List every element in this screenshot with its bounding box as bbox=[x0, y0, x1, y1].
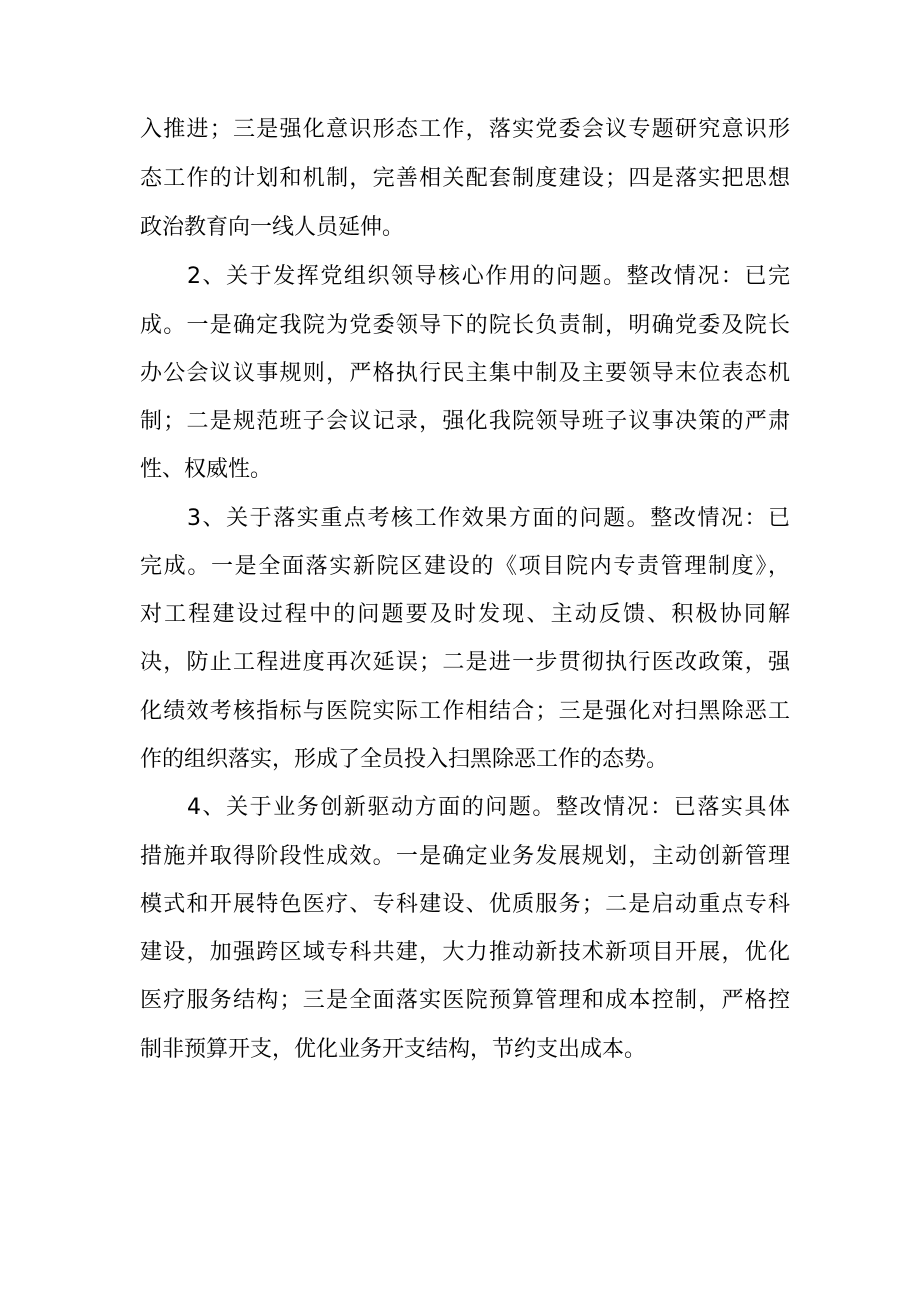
item2-line-5: 性、权威性。 bbox=[140, 457, 273, 482]
item4-line-3: 模式和开展特色医疗、专科建设、优质服务；二是启动重点专科 bbox=[140, 892, 790, 917]
item4-line-4: 建设，加强跨区域专科共建，大力推动新技术新项目开展，优化 bbox=[140, 940, 790, 965]
item3-line-6: 作的组织落实，形成了全员投入扫黑除恶工作的态势。 bbox=[140, 747, 669, 772]
item3-line-3: 对工程建设过程中的问题要及时发现、主动反馈、积极协同解 bbox=[140, 602, 790, 627]
item3-line-4: 决，防止工程进度再次延误；二是进一步贯彻执行医改政策，强 bbox=[140, 650, 790, 675]
item4-line-6: 制非预算开支，优化业务开支结构，节约支出成本。 bbox=[140, 1037, 647, 1062]
item3-line-1: 3、关于落实重点考核工作效果方面的问题。整改情况：已 bbox=[187, 506, 790, 531]
continuation-line-1: 入推进；三是强化意识形态工作，落实党委会议专题研究意识形 bbox=[140, 117, 790, 142]
item4-line-2: 措施并取得阶段性成效。一是确定业务发展规划，主动创新管理 bbox=[140, 844, 790, 869]
item2-line-4: 制；二是规范班子会议记录，强化我院领导班子议事决策的严肃 bbox=[140, 409, 790, 434]
item4-line-5: 医疗服务结构；三是全面落实医院预算管理和成本控制，严格控 bbox=[140, 988, 790, 1013]
item2-line-3: 办公会议议事规则，严格执行民主集中制及主要领导末位表态机 bbox=[140, 361, 790, 386]
item2-line-2: 成。一是确定我院为党委领导下的院长负责制，明确党委及院长 bbox=[140, 313, 790, 338]
item2-line-1: 2、关于发挥党组织领导核心作用的问题。整改情况：已完 bbox=[187, 264, 790, 289]
continuation-line-2: 态工作的计划和机制，完善相关配套制度建设；四是落实把思想 bbox=[140, 166, 790, 191]
item3-line-5: 化绩效考核指标与医院实际工作相结合；三是强化对扫黑除恶工 bbox=[140, 699, 790, 724]
item3-line-2: 完成。一是全面落实新院区建设的《项目院内专责管理制度》， bbox=[140, 554, 790, 579]
continuation-line-3: 政治教育向一线人员延伸。 bbox=[140, 215, 405, 240]
item4-line-1: 4、关于业务创新驱动方面的问题。整改情况：已落实具体 bbox=[187, 795, 790, 820]
